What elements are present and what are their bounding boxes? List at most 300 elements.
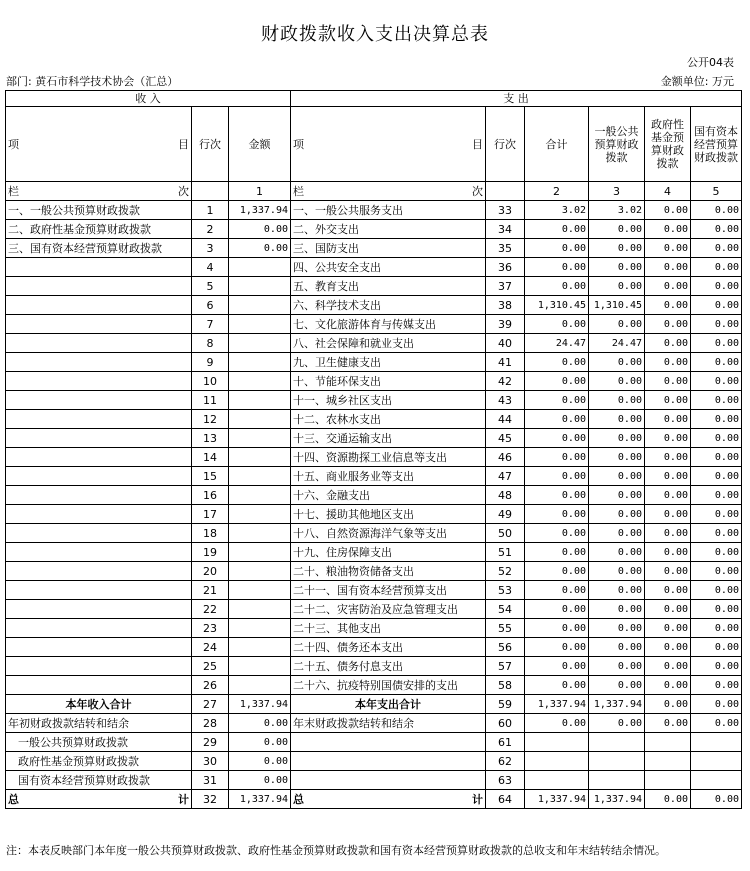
grand-total-income-label: 总 计	[6, 790, 192, 809]
ending-balance-total: 0.00	[525, 714, 589, 733]
expense-general: 0.00	[589, 600, 645, 619]
expense-blank-fund	[645, 752, 691, 771]
expense-general: 0.00	[589, 505, 645, 524]
expense-fund: 0.00	[645, 315, 691, 334]
ending-balance-soe: 0.00	[691, 714, 742, 733]
expense-item-name: 二十四、债务还本支出	[291, 638, 486, 657]
expense-item-name: 四、公共安全支出	[291, 258, 486, 277]
expense-fund: 0.00	[645, 505, 691, 524]
expense-total: 0.00	[525, 562, 589, 581]
income-item-name	[6, 657, 192, 676]
expense-blank-total	[525, 752, 589, 771]
income-amount	[229, 657, 291, 676]
expense-general: 0.00	[589, 239, 645, 258]
expense-fund: 0.00	[645, 676, 691, 695]
expense-general: 1,310.45	[589, 296, 645, 315]
expense-sub-no: 61	[486, 733, 525, 752]
expense-fund: 0.00	[645, 429, 691, 448]
expense-sub-no: 62	[486, 752, 525, 771]
income-amount	[229, 448, 291, 467]
income-item-name: 二、政府性基金预算财政拨款	[6, 220, 192, 239]
expense-row-no: 49	[486, 505, 525, 524]
expense-total: 0.00	[525, 448, 589, 467]
expense-total: 24.47	[525, 334, 589, 353]
expense-fund: 0.00	[645, 657, 691, 676]
expense-item-name: 十六、金融支出	[291, 486, 486, 505]
expense-soe: 0.00	[691, 239, 742, 258]
income-row-no: 14	[192, 448, 229, 467]
expense-blank-fund	[645, 771, 691, 790]
expense-blank-name	[291, 771, 486, 790]
income-row-no: 4	[192, 258, 229, 277]
income-row-no: 7	[192, 315, 229, 334]
expense-soe: 0.00	[691, 619, 742, 638]
table-row	[6, 600, 742, 619]
expense-row-no: 56	[486, 638, 525, 657]
expense-general: 3.02	[589, 201, 645, 220]
expense-total: 0.00	[525, 600, 589, 619]
expense-sub-no: 63	[486, 771, 525, 790]
expense-total: 0.00	[525, 372, 589, 391]
carryover-sub-name: 一般公共预算财政拨款	[6, 733, 192, 752]
carryover-sub-amount: 0.00	[229, 771, 291, 790]
income-row-no: 2	[192, 220, 229, 239]
income-item-name	[6, 562, 192, 581]
fund-index: 4	[645, 182, 691, 201]
table-row	[6, 391, 742, 410]
income-amount	[229, 505, 291, 524]
income-col-index-label: 栏 次	[6, 182, 192, 201]
expense-row-no: 35	[486, 239, 525, 258]
expense-soe: 0.00	[691, 353, 742, 372]
expense-row-no: 47	[486, 467, 525, 486]
expense-fund: 0.00	[645, 334, 691, 353]
expense-blank-general	[589, 733, 645, 752]
income-item-name	[6, 391, 192, 410]
income-amount: 1,337.94	[229, 201, 291, 220]
expense-row-no: 45	[486, 429, 525, 448]
income-item-name	[6, 486, 192, 505]
income-item-name	[6, 505, 192, 524]
expense-soe: 0.00	[691, 676, 742, 695]
income-amount	[229, 334, 291, 353]
income-row-no-header: 行次	[192, 107, 229, 182]
table-row	[6, 429, 742, 448]
expense-blank-soe	[691, 752, 742, 771]
expense-row-no: 42	[486, 372, 525, 391]
expense-row-no: 39	[486, 315, 525, 334]
expense-blank-name	[291, 752, 486, 771]
expense-fund: 0.00	[645, 296, 691, 315]
expense-total: 0.00	[525, 353, 589, 372]
expense-total: 0.00	[525, 505, 589, 524]
expense-row-no-header: 行次	[486, 107, 525, 182]
expense-soe: 0.00	[691, 391, 742, 410]
expense-row-no: 46	[486, 448, 525, 467]
income-amount	[229, 676, 291, 695]
table-row	[6, 676, 742, 695]
footnote: 注：本表反映部门本年度一般公共预算财政拨款、政府性基金预算财政拨款和国有资本经营预算财政拨款的总收支和年末结转结余情况。	[6, 844, 666, 857]
income-item-name	[6, 600, 192, 619]
income-row-no: 25	[192, 657, 229, 676]
income-item-name	[6, 676, 192, 695]
expense-soe: 0.00	[691, 201, 742, 220]
carryover-sub-no: 29	[192, 733, 229, 752]
expense-item-name: 十一、城乡社区支出	[291, 391, 486, 410]
expense-general: 0.00	[589, 543, 645, 562]
income-amount	[229, 353, 291, 372]
income-item-name: 三、国有资本经营预算财政拨款	[6, 239, 192, 258]
expense-general: 0.00	[589, 524, 645, 543]
income-amount	[229, 619, 291, 638]
income-item-name	[6, 410, 192, 429]
table-row	[6, 277, 742, 296]
expense-soe: 0.00	[691, 220, 742, 239]
income-amount	[229, 543, 291, 562]
expense-total: 0.00	[525, 581, 589, 600]
carryover-row	[6, 714, 742, 733]
income-row-no: 15	[192, 467, 229, 486]
expense-total: 0.00	[525, 657, 589, 676]
carryover-sub-no: 30	[192, 752, 229, 771]
expense-row-no: 51	[486, 543, 525, 562]
expense-fund: 0.00	[645, 600, 691, 619]
income-row-no: 23	[192, 619, 229, 638]
table-row	[6, 296, 742, 315]
expense-row-no: 57	[486, 657, 525, 676]
income-item-name	[6, 467, 192, 486]
expense-general: 0.00	[589, 277, 645, 296]
expense-item-name: 二十、粮油物资储备支出	[291, 562, 486, 581]
income-amount	[229, 562, 291, 581]
grand-total-row	[6, 790, 742, 809]
expense-soe: 0.00	[691, 638, 742, 657]
expense-fund: 0.00	[645, 353, 691, 372]
expense-soe: 0.00	[691, 505, 742, 524]
income-item-header: 项 目	[6, 107, 192, 182]
expense-general: 0.00	[589, 391, 645, 410]
grand-total-expense-label: 总 计	[291, 790, 486, 809]
expense-item-name: 八、社会保障和就业支出	[291, 334, 486, 353]
income-item-name	[6, 372, 192, 391]
form-code: 公开04表	[687, 56, 734, 69]
income-row-no-index	[192, 182, 229, 201]
expense-item-name: 五、教育支出	[291, 277, 486, 296]
expense-row-no: 55	[486, 619, 525, 638]
income-amount	[229, 486, 291, 505]
income-amount	[229, 467, 291, 486]
income-item-name	[6, 448, 192, 467]
expense-row-no: 43	[486, 391, 525, 410]
expense-soe: 0.00	[691, 315, 742, 334]
table-row	[6, 638, 742, 657]
expense-item-name: 十五、商业服务业等支出	[291, 467, 486, 486]
income-item-name	[6, 334, 192, 353]
expense-item-name: 十四、资源勘探工业信息等支出	[291, 448, 486, 467]
expense-blank-total	[525, 771, 589, 790]
carryover-sub-amount: 0.00	[229, 752, 291, 771]
income-row-no: 11	[192, 391, 229, 410]
detail-rows	[6, 201, 742, 695]
total-index: 2	[525, 182, 589, 201]
income-row-no: 12	[192, 410, 229, 429]
carryover-sub-no: 31	[192, 771, 229, 790]
section-income: 收 入	[6, 91, 291, 107]
expense-row-no: 44	[486, 410, 525, 429]
expense-row-no: 38	[486, 296, 525, 315]
table-row	[6, 353, 742, 372]
expense-total: 0.00	[525, 239, 589, 258]
table-row	[6, 239, 742, 258]
expense-row-no: 36	[486, 258, 525, 277]
expense-fund: 0.00	[645, 524, 691, 543]
expense-fund: 0.00	[645, 277, 691, 296]
income-row-no: 18	[192, 524, 229, 543]
expense-blank-soe	[691, 733, 742, 752]
table-row	[6, 505, 742, 524]
table-row	[6, 334, 742, 353]
expense-general: 0.00	[589, 638, 645, 657]
expense-fund: 0.00	[645, 486, 691, 505]
section-expense: 支 出	[291, 91, 742, 107]
ending-balance-label: 年末财政拨款结转和结余	[291, 714, 486, 733]
expense-item-name: 七、文化旅游体育与传媒支出	[291, 315, 486, 334]
column-index-row	[6, 182, 742, 201]
expense-row-no: 48	[486, 486, 525, 505]
table-row	[6, 201, 742, 220]
ending-balance-fund: 0.00	[645, 714, 691, 733]
income-total-no: 27	[192, 695, 229, 714]
expense-soe: 0.00	[691, 277, 742, 296]
expense-total: 0.00	[525, 220, 589, 239]
income-row-no: 3	[192, 239, 229, 258]
expense-blank-general	[589, 771, 645, 790]
expense-total-total: 1,337.94	[525, 695, 589, 714]
expense-item-name: 十九、住房保障支出	[291, 543, 486, 562]
expense-total: 0.00	[525, 315, 589, 334]
carryover-sub-row	[6, 733, 742, 752]
expense-item-name: 一、一般公共服务支出	[291, 201, 486, 220]
department-label: 部门: 黄石市科学技术协会（汇总）	[6, 75, 179, 88]
expense-total: 0.00	[525, 638, 589, 657]
expense-general: 0.00	[589, 467, 645, 486]
grand-total-body	[6, 790, 742, 809]
income-row-no: 10	[192, 372, 229, 391]
income-amount	[229, 258, 291, 277]
expense-blank-soe	[691, 771, 742, 790]
expense-item-name: 十八、自然资源海洋气象等支出	[291, 524, 486, 543]
expense-general: 0.00	[589, 486, 645, 505]
expense-fund: 0.00	[645, 220, 691, 239]
report-title: 财政拨款收入支出决算总表	[261, 24, 489, 45]
expense-soe: 0.00	[691, 524, 742, 543]
expense-fund: 0.00	[645, 391, 691, 410]
expense-row-no: 41	[486, 353, 525, 372]
grand-total-income-no: 32	[192, 790, 229, 809]
expense-soe: 0.00	[691, 467, 742, 486]
expense-total: 0.00	[525, 429, 589, 448]
table-row	[6, 657, 742, 676]
expense-item-name: 九、卫生健康支出	[291, 353, 486, 372]
carryover-sub-amount: 0.00	[229, 733, 291, 752]
expense-item-header: 项 目	[291, 107, 486, 182]
expense-general: 0.00	[589, 581, 645, 600]
income-amount	[229, 315, 291, 334]
table-row	[6, 448, 742, 467]
income-amount: 0.00	[229, 239, 291, 258]
expense-general: 24.47	[589, 334, 645, 353]
expense-general: 0.00	[589, 619, 645, 638]
grand-total-income-amount: 1,337.94	[229, 790, 291, 809]
grand-total-total: 1,337.94	[525, 790, 589, 809]
expense-item-name: 二十三、其他支出	[291, 619, 486, 638]
expense-row-no: 37	[486, 277, 525, 296]
expense-fund: 0.00	[645, 543, 691, 562]
expense-total: 0.00	[525, 258, 589, 277]
income-amount-header: 金额	[229, 107, 291, 182]
income-amount	[229, 391, 291, 410]
beginning-balance-label: 年初财政拨款结转和结余	[6, 714, 192, 733]
income-amount	[229, 410, 291, 429]
income-row-no: 13	[192, 429, 229, 448]
expense-item-name: 十七、援助其他地区支出	[291, 505, 486, 524]
expense-total: 0.00	[525, 619, 589, 638]
expense-item-name: 二十五、债务付息支出	[291, 657, 486, 676]
expense-item-name: 十三、交通运输支出	[291, 429, 486, 448]
general-index: 3	[589, 182, 645, 201]
expense-general: 0.00	[589, 220, 645, 239]
grand-total-general: 1,337.94	[589, 790, 645, 809]
income-item-name	[6, 353, 192, 372]
table-row	[6, 410, 742, 429]
expense-soe: 0.00	[691, 334, 742, 353]
expense-item-name: 六、科学技术支出	[291, 296, 486, 315]
income-row-no: 21	[192, 581, 229, 600]
income-row-no: 19	[192, 543, 229, 562]
income-item-name	[6, 581, 192, 600]
expense-row-no: 40	[486, 334, 525, 353]
expense-soe: 0.00	[691, 543, 742, 562]
expense-soe: 0.00	[691, 296, 742, 315]
income-amount	[229, 581, 291, 600]
expense-soe: 0.00	[691, 581, 742, 600]
expense-fund: 0.00	[645, 410, 691, 429]
income-amount	[229, 638, 291, 657]
expense-soe: 0.00	[691, 600, 742, 619]
expense-row-no-index	[486, 182, 525, 201]
annual-total-row	[6, 695, 742, 714]
income-amount	[229, 429, 291, 448]
general-budget-header: 一般公共预算财政拨款	[589, 107, 645, 182]
expense-total: 0.00	[525, 524, 589, 543]
expense-fund: 0.00	[645, 638, 691, 657]
expense-row-no: 34	[486, 220, 525, 239]
expense-soe: 0.00	[691, 258, 742, 277]
table-row	[6, 524, 742, 543]
soe-index: 5	[691, 182, 742, 201]
expense-blank-total	[525, 733, 589, 752]
carryover-sub-name: 国有资本经营预算财政拨款	[6, 771, 192, 790]
expense-general: 0.00	[589, 562, 645, 581]
table-row	[6, 258, 742, 277]
expense-total-soe: 0.00	[691, 695, 742, 714]
expense-blank-general	[589, 752, 645, 771]
unit-label: 金额单位: 万元	[660, 75, 734, 88]
income-row-no: 16	[192, 486, 229, 505]
expense-fund: 0.00	[645, 372, 691, 391]
table-row	[6, 486, 742, 505]
column-header-row	[6, 107, 742, 182]
income-amount-index: 1	[229, 182, 291, 201]
carryover-sub-rows	[6, 733, 742, 790]
income-row-no: 5	[192, 277, 229, 296]
grand-total-expense-no: 64	[486, 790, 525, 809]
expense-fund: 0.00	[645, 562, 691, 581]
beginning-balance-no: 28	[192, 714, 229, 733]
income-row-no: 1	[192, 201, 229, 220]
expense-soe: 0.00	[691, 410, 742, 429]
expense-soe: 0.00	[691, 486, 742, 505]
total-header: 合计	[525, 107, 589, 182]
expense-general: 0.00	[589, 258, 645, 277]
expense-row-no: 58	[486, 676, 525, 695]
income-row-no: 24	[192, 638, 229, 657]
expense-soe: 0.00	[691, 657, 742, 676]
expense-total-general: 1,337.94	[589, 695, 645, 714]
expense-soe: 0.00	[691, 562, 742, 581]
expense-blank-name	[291, 733, 486, 752]
income-row-no: 6	[192, 296, 229, 315]
expense-col-index-label: 栏 次	[291, 182, 486, 201]
summary-rows	[6, 695, 742, 733]
expense-total: 0.00	[525, 467, 589, 486]
income-row-no: 22	[192, 600, 229, 619]
table-row	[6, 581, 742, 600]
expense-row-no: 54	[486, 600, 525, 619]
table-row	[6, 315, 742, 334]
expense-general: 0.00	[589, 429, 645, 448]
expense-row-no: 50	[486, 524, 525, 543]
expense-blank-fund	[645, 733, 691, 752]
expense-item-name: 三、国防支出	[291, 239, 486, 258]
expense-row-no: 52	[486, 562, 525, 581]
income-item-name	[6, 524, 192, 543]
expense-general: 0.00	[589, 353, 645, 372]
expense-soe: 0.00	[691, 372, 742, 391]
expense-item-name: 十二、农林水支出	[291, 410, 486, 429]
income-total-label: 本年收入合计	[6, 695, 192, 714]
income-item-name	[6, 638, 192, 657]
income-row-no: 20	[192, 562, 229, 581]
expense-total: 0.00	[525, 410, 589, 429]
income-row-no: 17	[192, 505, 229, 524]
income-amount	[229, 296, 291, 315]
beginning-balance-amount: 0.00	[229, 714, 291, 733]
income-item-name	[6, 277, 192, 296]
income-item-name	[6, 315, 192, 334]
table-row	[6, 543, 742, 562]
ending-balance-no: 60	[486, 714, 525, 733]
expense-fund: 0.00	[645, 201, 691, 220]
income-amount	[229, 600, 291, 619]
income-row-no: 26	[192, 676, 229, 695]
income-row-no: 8	[192, 334, 229, 353]
income-amount	[229, 524, 291, 543]
table-row	[6, 619, 742, 638]
expense-total: 0.00	[525, 277, 589, 296]
expense-fund: 0.00	[645, 239, 691, 258]
income-item-name	[6, 543, 192, 562]
